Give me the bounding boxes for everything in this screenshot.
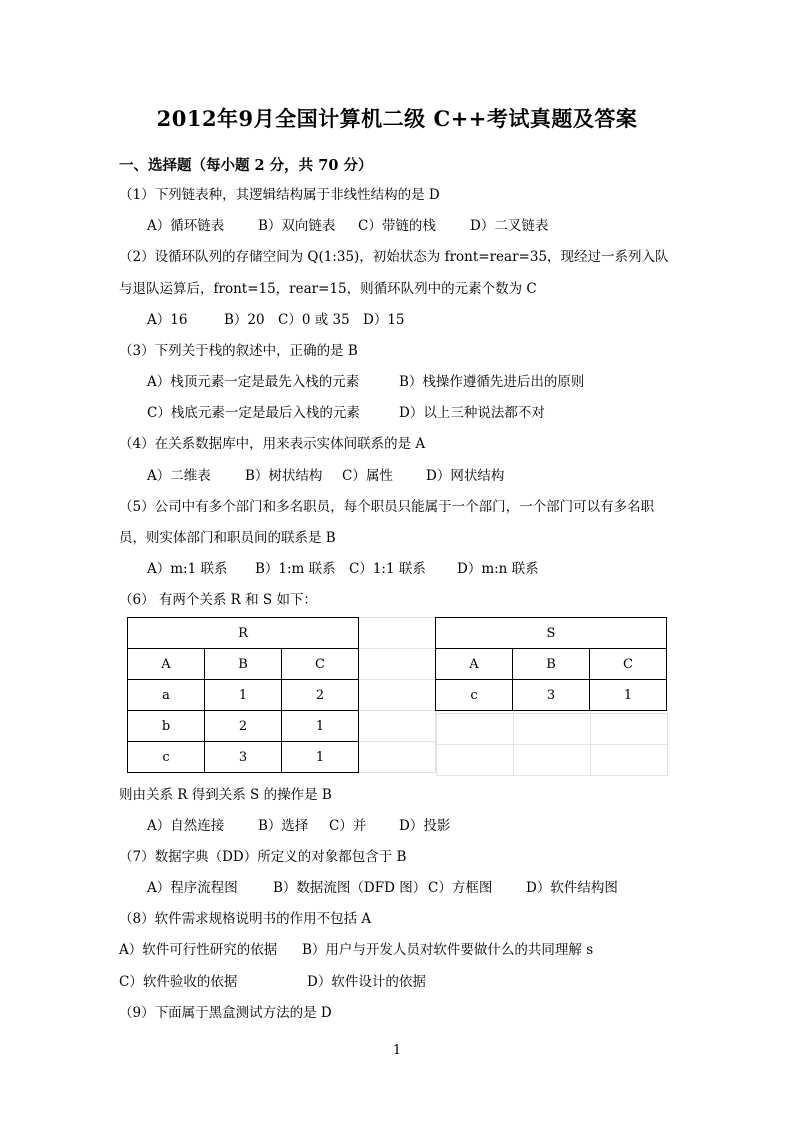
option: C）方框图	[428, 880, 493, 896]
option: A）16	[147, 312, 188, 328]
question-1-options	[147, 216, 548, 236]
cell: b	[128, 711, 205, 742]
cell: 1	[590, 680, 667, 711]
relation-r-table	[127, 617, 359, 773]
question-3-options-row-2	[147, 403, 545, 423]
option: C）并	[329, 818, 367, 834]
relation-r-name: R	[128, 618, 359, 649]
option: C）带链的栈	[358, 218, 436, 234]
option: B）栈操作遵循先进后出的原则	[399, 374, 585, 390]
question-7: （7）数据字典（DD）所定义的对象都包含于 B	[119, 849, 407, 865]
option: C）0 或 35	[278, 312, 350, 328]
question-2-line-1: （2）设循环队列的存储空间为 Q(1:35)，初始状态为 front=rear=35，现经过一系列入队	[119, 249, 669, 265]
cell: 3	[513, 680, 590, 711]
question-3: （3）下列关于栈的叙述中，正确的是 B	[119, 343, 358, 359]
table-gridlines-middle	[358, 617, 436, 773]
table-row	[128, 711, 359, 742]
option: D）m:n 联系	[457, 561, 539, 577]
column-header: B	[205, 649, 282, 680]
cell: c	[128, 742, 205, 773]
relation-s-name: S	[436, 618, 667, 649]
column-header: C	[590, 649, 667, 680]
option: A）循环链表	[147, 218, 225, 234]
question-9: （9）下面属于黑盒测试方法的是 D	[119, 1005, 332, 1021]
table-gridlines-right	[436, 713, 668, 776]
option: D）网状结构	[426, 468, 505, 484]
question-5-line-2: 员，则实体部门和职员间的联系是 B	[119, 530, 336, 546]
option: C）栈底元素一定是最后入栈的元素	[147, 405, 360, 421]
cell: 1	[205, 680, 282, 711]
question-1: （1）下列链表种，其逻辑结构属于非线性结构的是 D	[119, 187, 440, 203]
question-4: （4）在关系数据库中，用来表示实体间联系的是 A	[119, 436, 426, 452]
option: A）二维表	[147, 468, 211, 484]
column-header: C	[282, 649, 359, 680]
cell: a	[128, 680, 205, 711]
option: B）20	[224, 312, 265, 328]
cell: c	[436, 680, 513, 711]
cell: 3	[205, 742, 282, 773]
cell: 1	[282, 742, 359, 773]
cell: 2	[205, 711, 282, 742]
relation-s-table	[435, 617, 667, 711]
column-header: A	[436, 649, 513, 680]
option: D）投影	[399, 818, 451, 834]
table-row	[128, 742, 359, 773]
question-2-options	[147, 310, 405, 330]
cell: 2	[282, 680, 359, 711]
option: A）软件可行性研究的依据	[119, 942, 278, 958]
cell: 1	[282, 711, 359, 742]
option: B）1:m 联系	[255, 561, 336, 577]
option: B）树状结构	[245, 468, 323, 484]
question-5-options	[147, 559, 539, 579]
option: C）软件验收的依据	[119, 974, 238, 990]
question-8-options-row-1	[119, 940, 593, 960]
question-7-options	[147, 878, 618, 898]
option: D）以上三种说法都不对	[399, 405, 545, 421]
option: A）自然连接	[147, 818, 225, 834]
question-6: （6） 有两个关系 R 和 S 如下：	[119, 592, 317, 608]
option: D）软件结构图	[526, 880, 618, 896]
option: D）软件设计的依据	[307, 974, 426, 990]
section-heading: 一、选择题（每小题 2 分，共 70 分）	[119, 157, 373, 174]
option: C）1:1 联系	[349, 561, 426, 577]
question-4-options	[147, 466, 504, 486]
option: B）双向链表	[258, 218, 336, 234]
option: A）程序流程图	[147, 880, 238, 896]
question-5-line-1: （5）公司中有多个部门和多名职员，每个职员只能属于一个部门，一个部门可以有多名职	[119, 499, 655, 515]
question-2-line-2: 与退队运算后，front=15，rear=15，则循环队列中的元素个数为 C	[119, 281, 537, 297]
option: B）用户与开发人员对软件要做什么的共同理解 s	[302, 942, 594, 958]
option: C）属性	[342, 468, 393, 484]
question-6-options	[147, 816, 450, 836]
question-6-followup: 则由关系 R 得到关系 S 的操作是 B	[119, 787, 332, 803]
question-8-options-row-2	[119, 972, 426, 992]
option: D）15	[363, 312, 405, 328]
page-title: 2012年9月全国计算机二级 C++考试真题及答案	[156, 106, 638, 131]
option: A）m:1 联系	[147, 561, 228, 577]
option: A）栈顶元素一定是最先入栈的元素	[147, 374, 360, 390]
table-row	[436, 680, 667, 711]
column-header: A	[128, 649, 205, 680]
column-header: B	[513, 649, 590, 680]
option: B）选择	[258, 818, 309, 834]
page-number: 1	[392, 1043, 402, 1058]
table-row	[128, 680, 359, 711]
question-8: （8）软件需求规格说明书的作用不包括 A	[119, 911, 372, 927]
option: B）数据流图（DFD 图）	[273, 880, 427, 896]
option: D）二叉链表	[470, 218, 549, 234]
question-3-options-row-1	[147, 372, 584, 392]
